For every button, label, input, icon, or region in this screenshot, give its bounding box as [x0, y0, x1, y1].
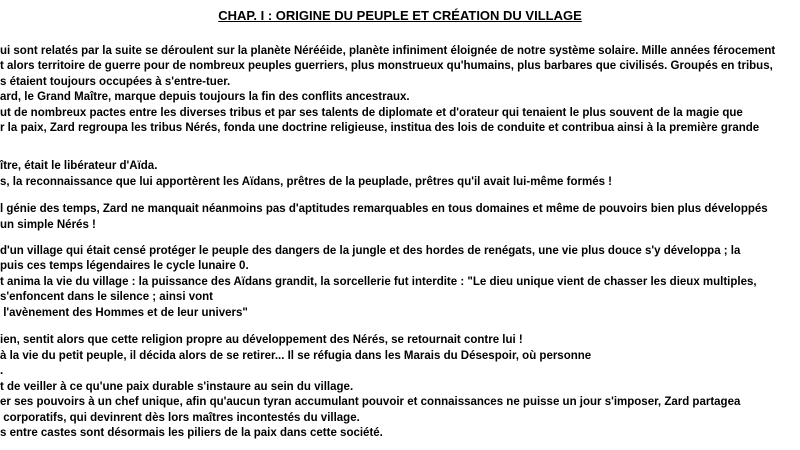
- text-line: r la paix, Zard regroupa les tribus Nérés, fonda une doctrine religieuse, institua des lois de conduite et contribua ainsi à la première grande: [0, 122, 760, 134]
- text-line: ître, était le libérateur d'Aïda.: [0, 160, 158, 172]
- chapter-title: CHAP. I : ORIGINE DU PEUPLE ET CRÉATION DU VILLAGE: [218, 8, 582, 23]
- text-line: s étaient toujours occupées à s'entre-tuer.: [0, 76, 231, 88]
- text-line: s entre castes sont désormais les piliers de la paix dans cette société.: [0, 427, 383, 439]
- text-line: s, la reconnaissance que lui apportèrent les Aïdans, prêtres de la peuplade, prêtres qu'il avait lui-même formés !: [0, 176, 613, 188]
- text-line: l génie des temps, Zard ne manquait néanmoins pas d'aptitudes remarquables en tous domaines et même de pouvoirs bien plus développés: [0, 203, 768, 215]
- text-line: ien, sentit alors que cette religion propre au développement des Nérés, se retournait contre lui !: [0, 334, 523, 346]
- text-line: ut de nombreux pactes entre les diverses tribus et par ses talents de diplomate et d'orateur qui tenaient le plus souvent de la magie que: [0, 107, 743, 119]
- text-line: d'un village qui était censé protéger le peuple des dangers de la jungle et des hordes de renégats, une vie plus douce s'y développa ; la: [0, 245, 741, 257]
- text-line: ard, le Grand Maître, marque depuis toujours la fin des conflits ancestraux.: [0, 91, 410, 103]
- text-line: t anima la vie du village : la puissance des Aïdans grandit, la sorcellerie fut interdite : "Le dieu unique vient de chasser les dieux multiples,: [0, 276, 757, 288]
- text-line: er ses pouvoirs à un chef unique, afin qu'aucun tyran accumulant pouvoir et connaissances ne puisse un jour s'imposer, Zard partagea: [0, 396, 741, 408]
- text-line: ui sont relatés par la suite se déroulent sur la planète Nérééide, planète infiniment éloignée de notre système solaire. Mille années férocement: [0, 45, 776, 57]
- text-line: corporatifs, qui devinrent dès lors maîtres incontestés du village.: [0, 412, 360, 424]
- text-line: s'enfoncent dans le silence ; ainsi vont: [0, 291, 213, 303]
- text-line: .: [0, 365, 4, 377]
- text-line: à la vie du petit peuple, il décida alors de se retirer... Il se réfugia dans les Marais du Désespoir, où personne: [0, 350, 592, 362]
- text-line: l'avènement des Hommes et de leur univers": [0, 307, 248, 319]
- text-line: puis ces temps légendaires le cycle lunaire 0.: [0, 260, 249, 272]
- text-line: t de veiller à ce qu'une paix durable s'instaure au sein du village.: [0, 381, 354, 393]
- text-line: un simple Nérés !: [0, 219, 96, 231]
- text-line: t alors territoire de guerre pour de nombreux peuples guerriers, plus monstrueux qu'humains, plus barbares que civilisés. Groupés en tribus,: [0, 60, 773, 72]
